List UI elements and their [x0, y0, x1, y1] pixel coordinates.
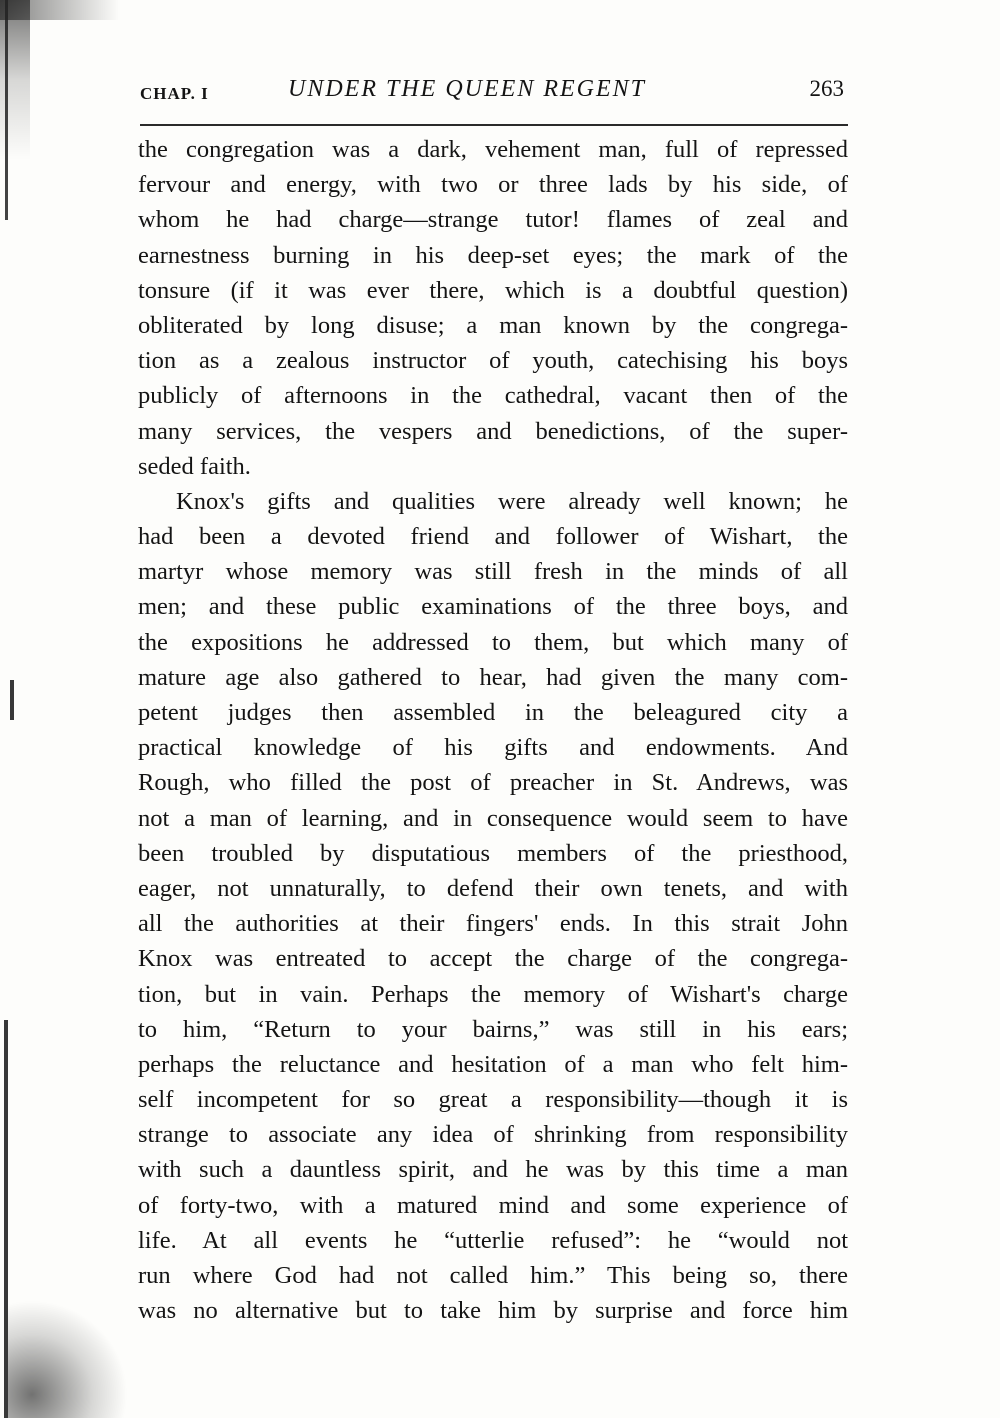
text-line: been troubled by disputatious members of the priesthood, [138, 839, 848, 867]
scan-blot [8, 1300, 128, 1418]
text-line: many services, the vespers and benedictions, of the super- [138, 417, 848, 445]
text-line: fervour and energy, with two or three lads by his side, of [138, 171, 848, 199]
body-text [138, 132, 848, 1328]
text-line: strange to associate any idea of shrinking from responsibility [138, 1121, 848, 1149]
running-title: UNDER THE QUEEN REGENT [288, 76, 646, 102]
text-line: seded faith. [138, 452, 251, 480]
text-line: mature age also gathered to hear, had given the many com- [138, 663, 848, 691]
text-line: the congregation was a dark, vehement man, full of repressed [138, 136, 848, 163]
text-line: publicly of afternoons in the cathedral, vacant then of the [138, 382, 848, 410]
binding-edge [5, 0, 8, 220]
text-line: tonsure (if it was ever there, which is a doubtful question) [138, 276, 848, 304]
running-head [138, 72, 848, 106]
page-number: 263 [809, 76, 844, 101]
text-line: whom he had charge—strange tutor! flames of zeal and [138, 206, 848, 234]
text-line: men; and these public examinations of the three boys, and [138, 593, 848, 621]
text-line: the expositions he addressed to them, but which many of [138, 628, 848, 656]
text-line: earnestness burning in his deep-set eyes; the mark of the [138, 241, 848, 269]
text-line: perhaps the reluctance and hesitation of a man who felt him- [138, 1050, 848, 1078]
text-line: had been a devoted friend and follower of Wishart, the [138, 523, 848, 551]
text-line: petent judges then assembled in the beleagured city a [138, 699, 848, 726]
text-line: of forty-two, with a matured mind and some experience of [138, 1191, 848, 1219]
text-line: not a man of learning, and in consequence would seem to have [138, 804, 848, 832]
scan-speck [0, 0, 120, 20]
text-line: Rough, who filled the post of preacher in St. Andrews, was [138, 769, 848, 797]
chapter-label: CHAP. I [140, 84, 209, 103]
text-line: eager, not unnaturally, to defend their own tenets, and with [138, 874, 848, 902]
text-line: run where God had not called him.” This being so, there [138, 1262, 848, 1289]
text-line: practical knowledge of his gifts and endowments. And [138, 734, 848, 762]
text-line: Knox was entreated to accept the charge of the congrega- [138, 945, 848, 973]
text-line: Knox's gifts and qualities were already well known; he [176, 487, 848, 515]
text-line: to him, “Return to your bairns,” was still in his ears; [138, 1015, 848, 1043]
header-rule [140, 124, 848, 126]
text-line: life. At all events he “utterlie refused”: he “would not [138, 1226, 848, 1254]
text-line: with such a dauntless spirit, and he was by this time a man [138, 1156, 848, 1184]
text-line: was no alternative but to take him by surprise and force him [138, 1297, 848, 1325]
text-line: obliterated by long disuse; a man known by the congrega- [138, 311, 848, 339]
text-line: self incompetent for so great a responsibility—though it is [138, 1086, 848, 1114]
binding-edge [10, 680, 14, 720]
text-line: all the authorities at their fingers' ends. In this strait John [138, 910, 848, 938]
text-line: tion, but in vain. Perhaps the memory of Wishart's charge [138, 980, 848, 1008]
text-line: martyr whose memory was still fresh in the minds of all [138, 558, 848, 586]
text-line: tion as a zealous instructor of youth, catechising his boys [138, 347, 848, 375]
